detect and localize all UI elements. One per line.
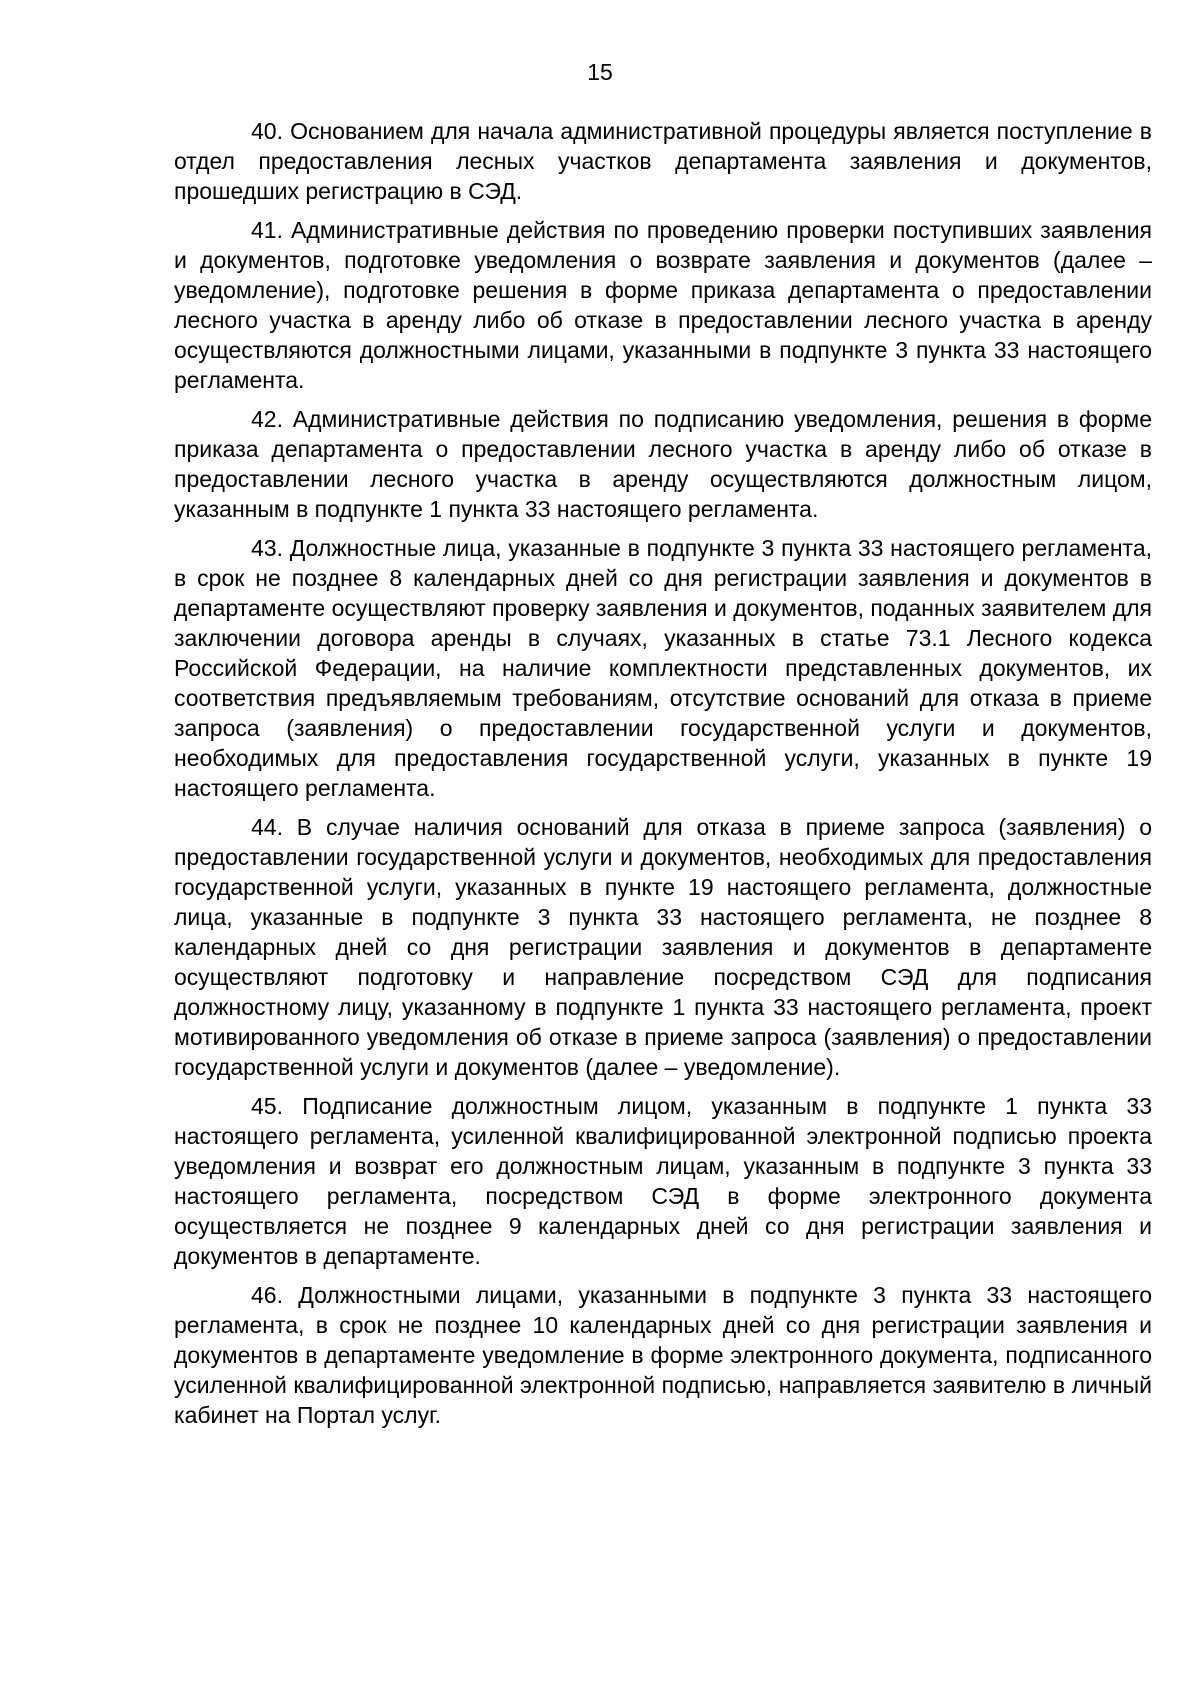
document-body <box>174 116 1152 1439</box>
paragraph-44: 44. В случае наличия оснований для отказа в приеме запроса (заявления) о предоставлении государственной услуги и документов, необходимых для предоставления государственной услуги, указанных в пункте 19 настоящего регламента, должностные лица, указанные в подпункте 3 пункта 33 настоящего регламента, не позднее 8 календарных дней со дня регистрации заявления и документов в департаменте осуществляют подготовку и направление посредством СЭД для подписания должностному лицу, указанному в подпункте 1 пункта 33 настоящего регламента, проект мотивированного уведомления об отказе в приеме запроса (заявления) о предоставлении государственной услуги и документов (далее – уведомление). <box>174 814 1152 1080</box>
paragraph-42: 42. Административные действия по подписанию уведомления, решения в форме приказа департамента о предоставлении лесного участка в аренду либо об отказе в предоставлении лесного участка в аренду осуществляются должностным лицом, указанным в подпункте 1 пункта 33 настоящего регламента. <box>174 406 1152 522</box>
paragraph-40: 40. Основанием для начала административной процедуры является поступление в отдел предоставления лесных участков департамента заявления и документов, прошедших регистрацию в СЭД. <box>174 118 1152 204</box>
paragraph-43: 43. Должностные лица, указанные в подпункте 3 пункта 33 настоящего регламента, в срок не позднее 8 календарных дней со дня регистрации заявления и документов в департаменте осуществляют проверку заявления и документов, поданных заявителем для заключении договора аренды в случаях, указанных в статье 73.1 Лесного кодекса Российской Федерации, на наличие комплектности представленных документов, их соответствия предъявляемым требованиям, отсутствие оснований для отказа в приеме запроса (заявления) о предоставлении государственной услуги и документов, необходимых для предоставления государственной услуги, указанных в пункте 19 настоящего регламента. <box>174 535 1153 801</box>
paragraph-41: 41. Административные действия по проведению проверки поступивших заявления и документов, подготовке уведомления о возврате заявления и документов (далее – уведомление), подготовке решения в форме приказа департамента о предоставлении лесного участка в аренду либо об отказе в предоставлении лесного участка в аренду осуществляются должностными лицами, указанными в подпункте 3 пункта 33 настоящего регламента. <box>174 217 1152 393</box>
paragraph-45: 45. Подписание должностным лицом, указанным в подпункте 1 пункта 33 настоящего регламента, усиленной квалифицированной электронной подписью проекта уведомления и возврат его должностным лицам, указанным в подпункте 3 пункта 33 настоящего регламента, посредством СЭД в форме электронного документа осуществляется не позднее 9 календарных дней со дня регистрации заявления и документов в департаменте. <box>174 1093 1152 1269</box>
paragraph-46: 46. Должностными лицами, указанными в подпункте 3 пункта 33 настоящего регламента, в срок не позднее 10 календарных дней со дня регистрации заявления и документов в департаменте уведомление в форме электронного документа, подписанного усиленной квалифицированной электронной подписью, направляется заявителю в личный кабинет на Портал услуг. <box>174 1282 1152 1428</box>
page-number: 15 <box>587 59 613 85</box>
